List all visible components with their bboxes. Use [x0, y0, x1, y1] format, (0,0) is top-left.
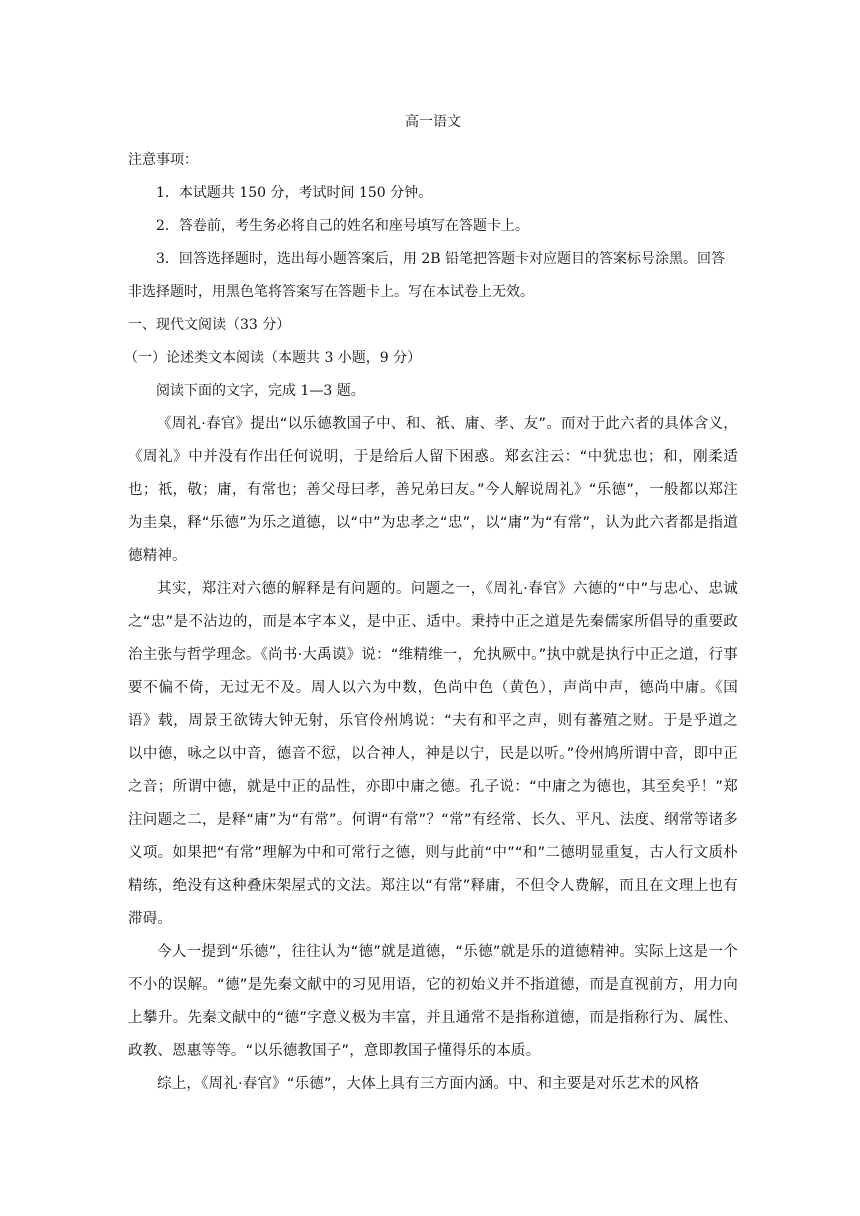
- notice-heading: 注意事项：: [128, 152, 198, 168]
- notice-item-3: 3．回答选择题时，选出每小题答案后，用 2B 铅笔把答题卡对应题目的答案标号涂黑。回答非选择题时，用黑色笔将答案写在答题卡上。写在本试卷上无效。: [128, 251, 726, 300]
- passage-paragraph-2: 其实，郑注对六德的解释是有问题的。问题之一，《周礼·春官》六德的“中”与忠心、忠诚之“忠”是不沾边的，而是本字本义，是中正、适中。秉持中正之道是先秦儒家所倡导的重要政治主张与哲学理念。《尚书·大禹谟》说：“维精维一，允执厥中。”执中就是执行中正之道，行事要不偏不倚，无过无不及。周人以六为中数，色尚中色（黄色），声尚中声，德尚中庸。《国语》载，周景王欲铸大钟无射，乐官伶州鸠说：“夫有和平之声，则有蕃殖之财。于是乎道之以中德，咏之以中音，德音不愆，以合神人，神是以宁，民是以听。”伶州鸠所谓中音，即中正之音；所谓中德，就是中正的品性，亦即中庸之德。孔子说：“中庸之为德也，其至矣乎！”郑注问题之二，是释“庸”为“有常”。何谓“有常”？“常”有经常、长久、平凡、法度、纲常等诸多义项。如果把“有常”理解为中和可常行之德，则与此前“中”“和”二德明显重复，古人行文质朴精练，绝没有这种叠床架屋式的文法。郑注以“有常”释庸，不但令人费解，而且在文理上也有滞碍。: [128, 581, 738, 927]
- reading-instruction: 阅读下面的文字，完成 1—3 题。: [156, 383, 365, 399]
- page-title: 高一语文: [405, 114, 461, 130]
- passage-paragraph-3: 今人一提到“乐德”，往往认为“德”就是道德，“乐德”就是乐的道德精神。实际上这是一个不小的误解。“德”是先秦文献中的习见用语，它的初始义并不指道德，而是直视前方，用力向上攀升。先秦文献中的“德”字意义极为丰富，并且通常不是指称道德，而是指称行为、属性、政教、恩惠等等。“以乐德教国子”，意即教国子懂得乐的本质。: [128, 944, 738, 1059]
- passage-paragraph-1: 《周礼·春官》提出“以乐德教国子中、和、祇、庸、孝、友”。而对于此六者的具体含义，《周礼》中并没有作出任何说明，于是给后人留下困惑。郑玄注云：“中犹忠也；和，刚柔适也；祇，敬；庸，有常也；善父母曰孝，善兄弟曰友。”今人解说周礼》“乐德”，一般都以郑注为圭臬，释“乐德”为乐之道德，以“中”为忠孝之“忠”，以“庸”为“有常”，认为此六者都是指道德精神。: [128, 416, 738, 564]
- passage-paragraph-4: 综上，《周礼·春官》“乐德”，大体上具有三方面内涵。中、和主要是对乐艺术的风格: [157, 1076, 700, 1092]
- exam-page: [124, 112, 738, 1101]
- section-heading: 一、现代文阅读（33 分）: [128, 317, 291, 333]
- subsection-heading: （一）论述类文本阅读（本题共 3 小题，9 分）: [124, 350, 422, 366]
- notice-item-1: 1．本试题共 150 分，考试时间 150 分钟。: [156, 185, 433, 201]
- notice-item-2: 2．答卷前，考生务必将自己的姓名和座号填写在答题卡上。: [156, 218, 529, 234]
